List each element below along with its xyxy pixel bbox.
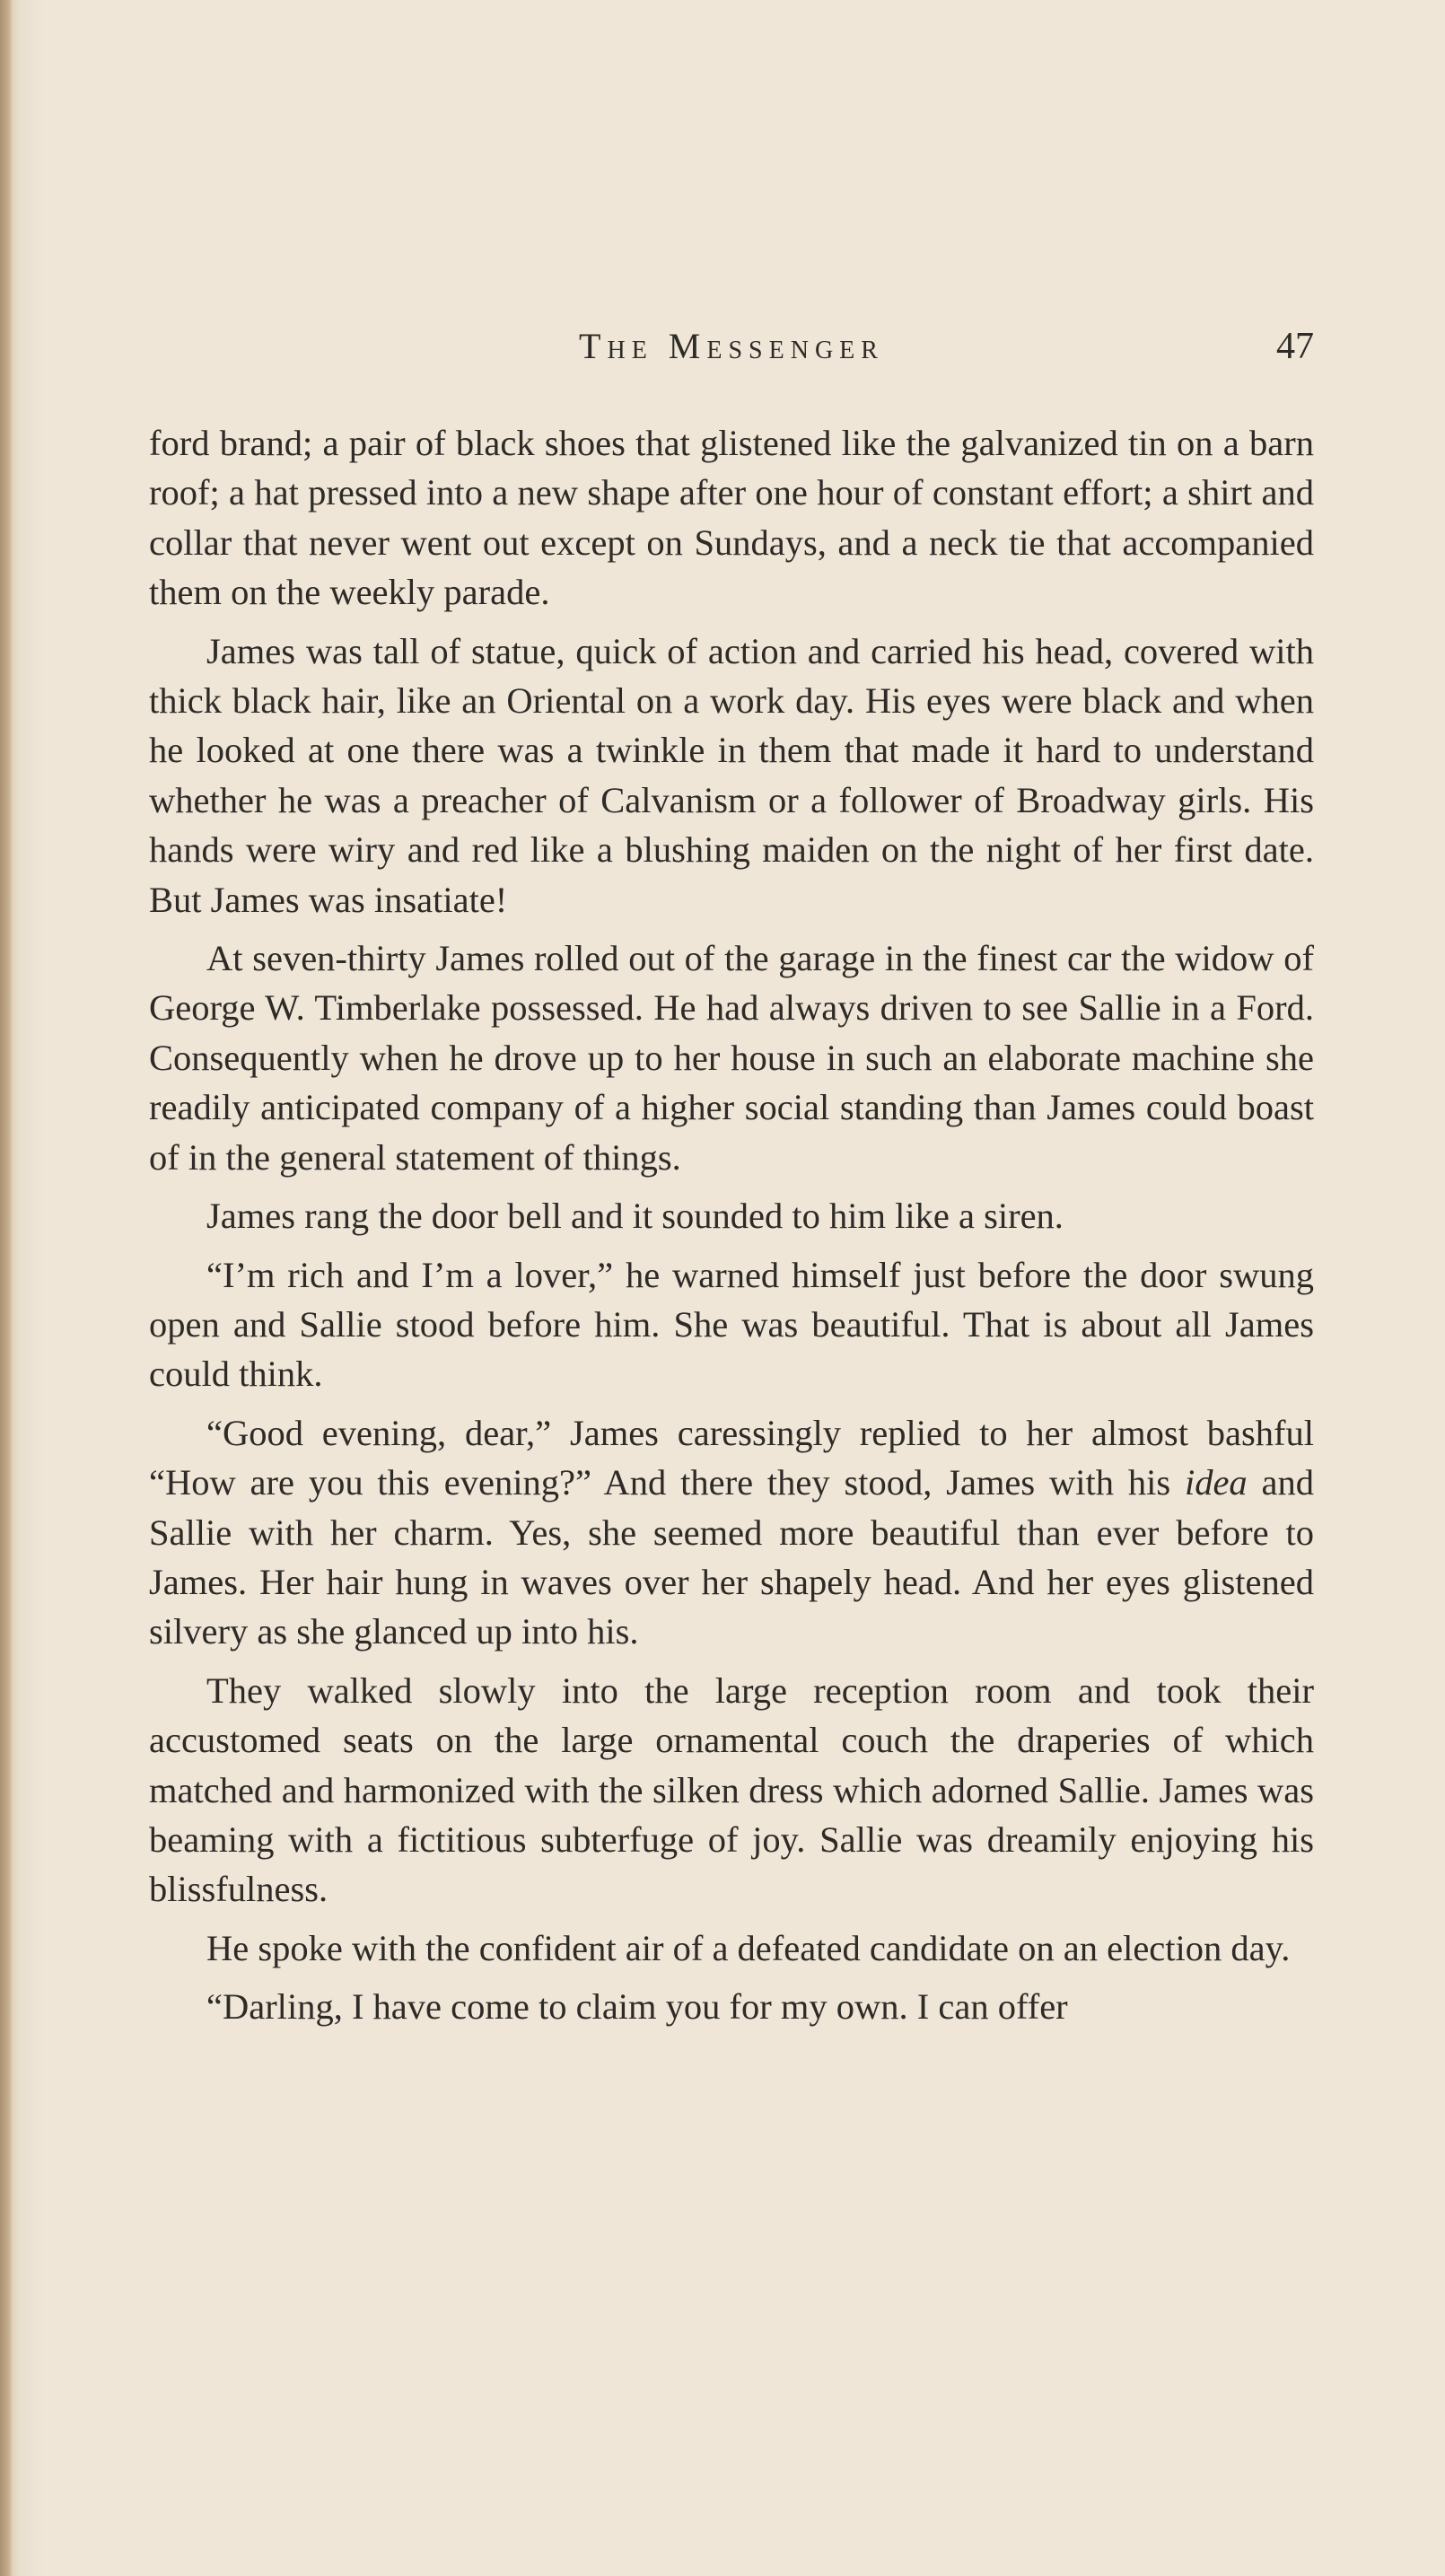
running-title: The Messenger xyxy=(579,326,884,366)
body-text xyxy=(149,418,1314,2041)
paragraph: ford brand; a pair of black shoes that glistened like the galvanized tin on a barn roof; a hat pressed into a new shape after one hour of constant effort; a shirt and collar that never went out except on Sundays, and a neck tie that accompanied them on the weekly parade. xyxy=(149,423,1314,613)
paragraph: At seven-thirty James rolled out of the garage in the finest car the widow of George W. Timberlake possessed. He had always driven to see Sallie in a Ford. Consequently when he drove up to her house in such an elaborate machine she readily anticipated company of a higher social standing than James could boast of in the general statement of things. xyxy=(149,938,1314,1178)
paragraph: They walked slowly into the large reception room and took their accustomed seats on the large ornamental couch the draperies of which matched and harmonized with the silken dress which adorned Sallie. James was beaming with a fictitious subterfuge of joy. Sallie was dreamily enjoying his blissfulness. xyxy=(149,1669,1314,1910)
paragraph-segment: “Good evening, dear,” James caressingly replied to her almost bashful “How are you this evening?” And there they stood, James with his xyxy=(149,1412,1314,1503)
paragraph: “Darling, I have come to claim you for my own. I can offer xyxy=(206,1986,1068,2028)
page-header xyxy=(149,320,1314,373)
paragraph: James rang the door bell and it sounded to him like a siren. xyxy=(206,1196,1064,1237)
book-spine-shadow xyxy=(0,0,13,2576)
paragraph: He spoke with the confident air of a defeated candidate on an election day. xyxy=(206,1927,1291,1968)
paragraph: James was tall of statue, quick of action and carried his head, covered with thick black hair, like an Oriental on a work day. His eyes were black and when he looked at one there was a twinkle in them that made it hard to understand whether he was a preacher of Calvanism or a follower of Broadway girls. His hands were wiry and red like a blushing maiden on the night of her first date. But James was insatiate! xyxy=(149,630,1314,920)
page-number: 47 xyxy=(1276,326,1314,367)
paragraph xyxy=(149,1408,1314,1657)
italic-word: idea xyxy=(1184,1462,1248,1503)
paragraph: “I’m rich and I’m a lover,” he warned himself just before the door swung open and Sallie stood before him. She was beautiful. That is about all James could think. xyxy=(149,1254,1314,1395)
paragraph-segment: and Sallie with her charm. Yes, she seemed more beautiful than ever before to James. Her hair hung in waves over her shapely head. And her eyes glistened silvery as she glanced up into his. xyxy=(149,1462,1314,1652)
